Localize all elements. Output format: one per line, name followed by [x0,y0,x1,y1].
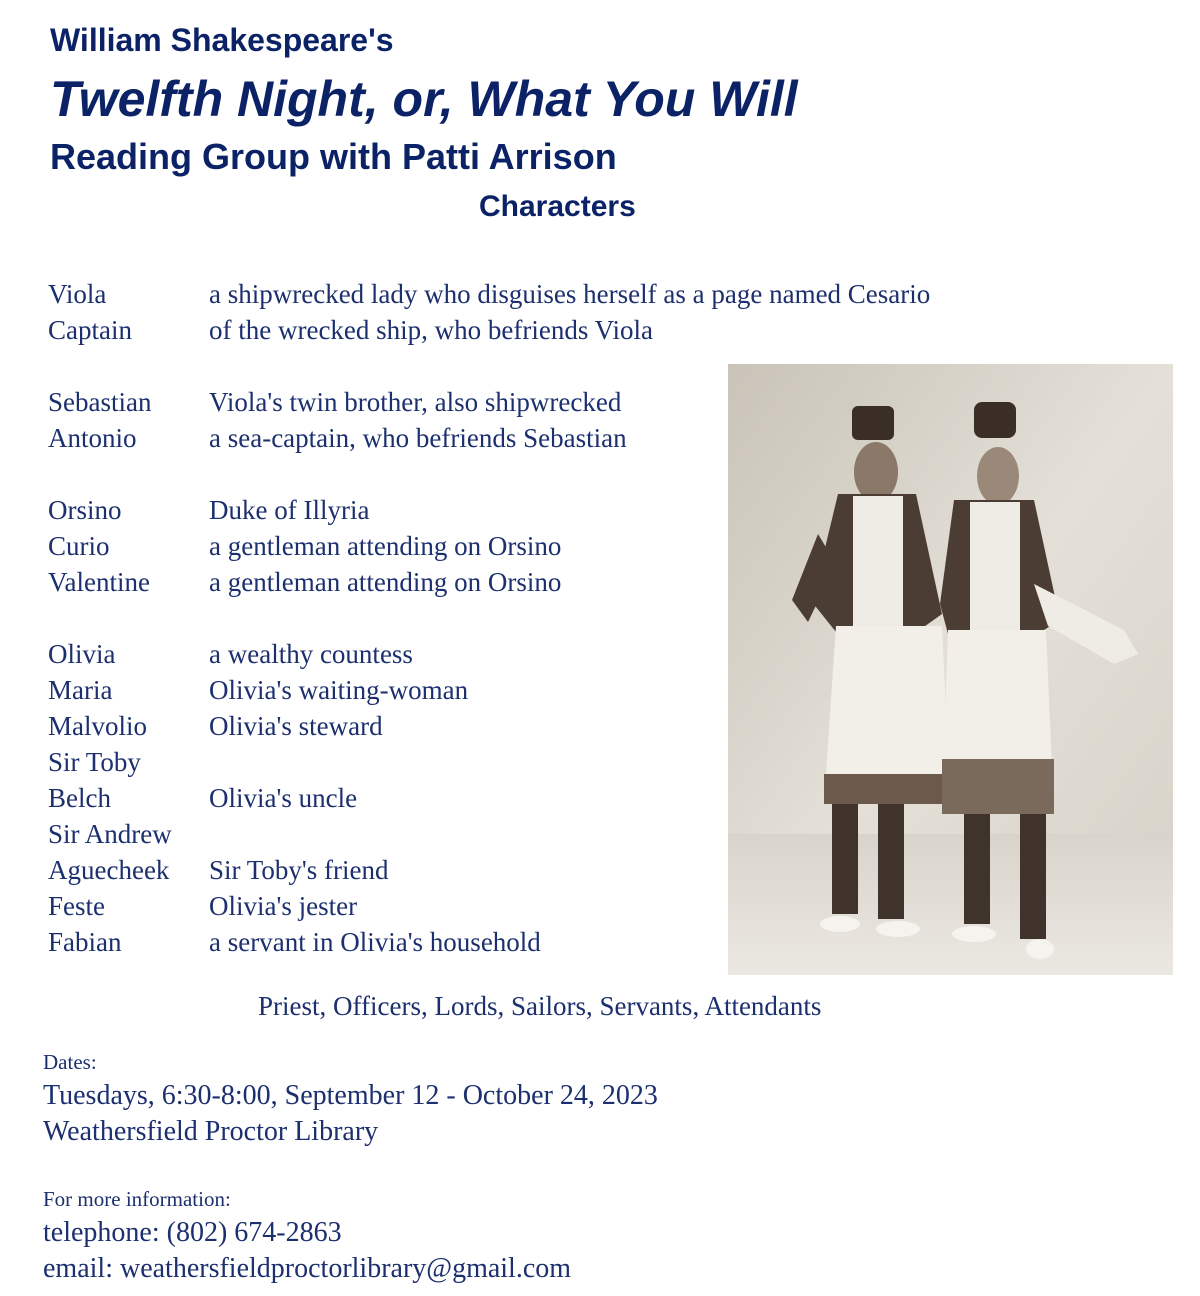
character-description: Viola's twin brother, also shipwrecked [209,387,622,417]
character-name: Olivia [48,639,116,669]
character-description: a servant in Olivia's household [209,927,541,957]
reading-group-heading: Reading Group with Patti Arrison [50,136,617,177]
character-name: Captain [48,315,132,345]
character-description: a sea-captain, who befriends Sebastian [209,423,627,453]
character-description: of the wrecked ship, who befriends Viola [209,315,654,345]
character-name: Sir Toby [48,747,141,777]
author-heading: William Shakespeare's [50,22,394,58]
character-description: Olivia's jester [209,891,358,921]
character-description: a gentleman attending on Orsino [209,567,562,597]
character-name: Sir Andrew [48,819,172,849]
character-description: Sir Toby's friend [209,855,389,885]
character-description: Olivia's steward [209,711,383,741]
character-description: Olivia's waiting-woman [209,675,469,705]
character-name: Sebastian [48,387,152,417]
contact-email[interactable]: email: weathersfieldproctorlibrary@gmail.com [43,1253,572,1284]
characters-heading: Characters [479,190,636,223]
character-name: Maria [48,675,113,705]
character-description: Olivia's uncle [209,783,358,813]
character-name: Orsino [48,495,122,525]
character-name: Belch [48,783,111,813]
character-description: a gentleman attending on Orsino [209,531,562,561]
dates-schedule: Tuesdays, 6:30-8:00, September 12 - October 24, 2023 [43,1080,658,1111]
actors-photo [728,364,1173,975]
dates-location: Weathersfield Proctor Library [43,1116,379,1147]
character-name: Valentine [48,567,150,597]
character-description: Duke of Illyria [209,495,370,525]
character-name: Fabian [48,927,122,957]
character-description: a shipwrecked lady who disguises herself as a page named Cesario [209,279,931,309]
character-name: Aguecheek [48,855,170,885]
extras-line: Priest, Officers, Lords, Sailors, Servants, Attendants [258,991,822,1021]
character-name: Antonio [48,423,137,453]
info-label: For more information: [43,1187,231,1211]
dates-label: Dates: [43,1050,97,1074]
play-title: Twelfth Night, or, What You Will [50,71,798,127]
character-name: Viola [48,279,107,309]
character-description: a wealthy countess [209,639,413,669]
contact-telephone: telephone: (802) 674-2863 [43,1217,342,1248]
character-name: Malvolio [48,711,147,741]
character-name: Curio [48,531,110,561]
character-name: Feste [48,891,105,921]
